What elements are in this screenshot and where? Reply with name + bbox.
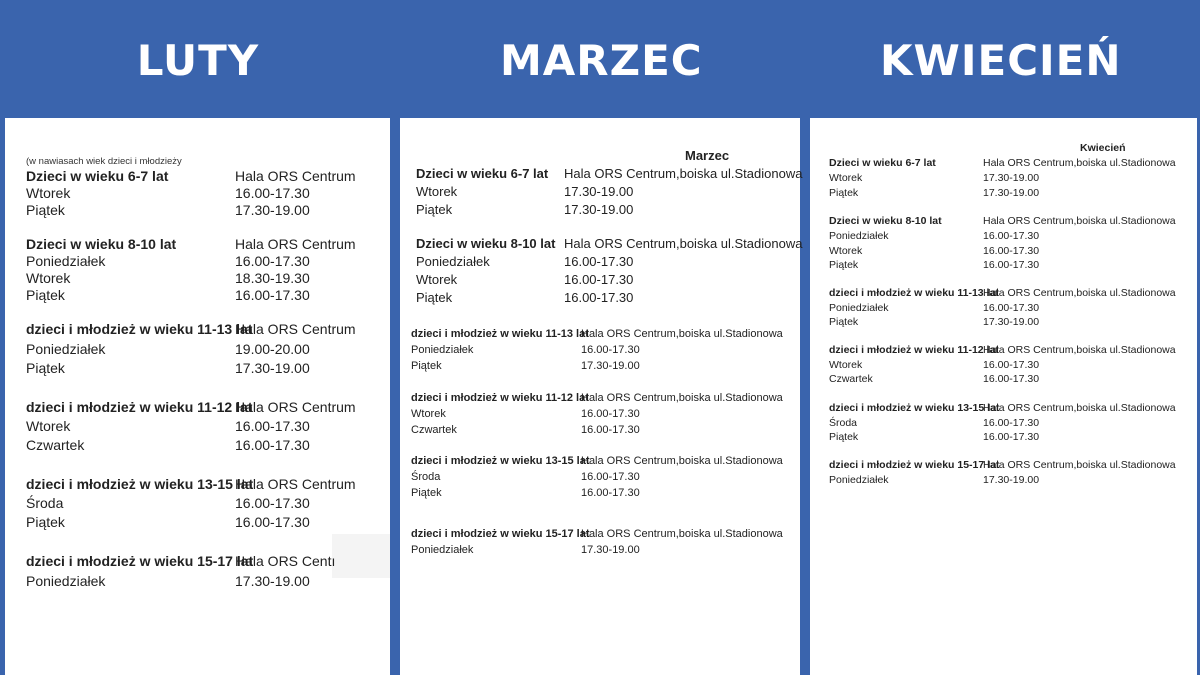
group-venue: Hala ORS Centrum,boiska ul.Stadionowa	[983, 402, 1176, 414]
row-time: 17.30-19.00	[581, 544, 640, 556]
group-venue: Hala ORS Centrum	[235, 399, 356, 415]
group-title: dzieci i młodzież w wieku 11-13 lat	[26, 321, 253, 337]
row-time: 16.00-17.30	[983, 359, 1040, 371]
group-venue: Hala ORS Centrum,boiska ul.Stadionowa	[564, 166, 803, 181]
row-day: Piątek	[26, 360, 65, 376]
row-time: 16.00-17.30	[564, 290, 634, 305]
row-day: Środa	[411, 471, 441, 483]
row-day: Piątek	[26, 514, 65, 530]
row-day: Poniedziałek	[411, 544, 474, 556]
row-day: Poniedziałek	[829, 230, 889, 242]
row-day: Wtorek	[26, 185, 71, 201]
row-day: Piątek	[411, 487, 442, 499]
row-time: 16.00-17.30	[235, 514, 310, 530]
row-time: 16.00-17.30	[235, 253, 310, 269]
group-venue: Hala ORS Centrum,boiska ul.Stadionowa	[983, 215, 1176, 227]
group-title: dzieci i młodzież w wieku 15-17 lat	[411, 528, 590, 540]
group-title: Dzieci w wieku 8-10 lat	[416, 236, 556, 251]
row-time: 16.00-17.30	[983, 431, 1040, 443]
row-time: 16.00-17.30	[235, 287, 310, 303]
row-day: Wtorek	[411, 408, 446, 420]
row-time: 16.00-17.30	[235, 418, 310, 434]
group-venue: Hala ORS Centrum	[235, 476, 356, 492]
row-time: 17.30-19.00	[235, 202, 310, 218]
group-title: dzieci i młodzież w wieku 11-12 lat	[411, 392, 589, 404]
age-note: (w nawiasach wiek dzieci i młodzieży	[26, 156, 182, 167]
row-time: 16.00-17.30	[983, 230, 1040, 242]
row-time: 16.00-17.30	[581, 424, 640, 436]
row-time: 17.30-19.00	[983, 187, 1040, 199]
row-day: Piątek	[829, 431, 859, 443]
group-title: Dzieci w wieku 6-7 lat	[416, 166, 549, 181]
row-day: Piątek	[416, 202, 453, 217]
group-title: Dzieci w wieku 8-10 lat	[829, 215, 942, 227]
group-venue: Hala ORS Centrum	[235, 168, 356, 184]
row-time: 19.00-20.00	[235, 341, 310, 357]
group-venue: Hala ORS Centrum	[235, 321, 356, 337]
row-time: 16.00-17.30	[581, 471, 640, 483]
group-venue: Hala ORS Centrum	[235, 236, 356, 252]
schedule-marzec	[400, 118, 803, 675]
row-time: 16.00-17.30	[983, 245, 1040, 257]
row-time: 17.30-19.00	[235, 360, 310, 376]
heading-luty: LUTY	[136, 36, 260, 85]
row-day: Piątek	[416, 290, 453, 305]
row-time: 16.00-17.30	[581, 344, 640, 356]
row-time: 16.00-17.30	[581, 408, 640, 420]
row-day: Wtorek	[829, 359, 863, 371]
group-title: dzieci i młodzież w wieku 15-17 lat	[829, 459, 1000, 471]
heading-marzec: MARZEC	[500, 36, 703, 85]
group-venue: Hala ORS Centrum,boiska ul.Stadionowa	[581, 528, 783, 540]
group-title: dzieci i młodzież w wieku 13-15 lat	[26, 476, 254, 492]
row-day: Wtorek	[416, 272, 458, 287]
group-venue: Hala ORS Centrum,boiska ul.Stadionowa	[983, 157, 1176, 169]
panel-title: Marzec	[685, 148, 730, 163]
group-title: Dzieci w wieku 6-7 lat	[829, 157, 936, 169]
row-day: Piątek	[829, 259, 859, 271]
row-time: 16.00-17.30	[235, 185, 310, 201]
group-title: dzieci i młodzież w wieku 15-17 lat	[26, 553, 254, 569]
group-venue: Hala ORS Centrum,boiska ul.Stadionowa	[581, 392, 783, 404]
row-day: Piątek	[829, 316, 859, 328]
group-title: dzieci i młodzież w wieku 13-15 lat	[411, 455, 590, 467]
row-day: Wtorek	[416, 184, 458, 199]
row-time: 17.30-19.00	[581, 360, 640, 372]
group-venue: Hala ORS Centrum,boiska ul.Stadionowa	[983, 344, 1176, 356]
row-day: Środa	[829, 417, 858, 429]
row-day: Czwartek	[829, 373, 873, 385]
group-title: Dzieci w wieku 8-10 lat	[26, 236, 177, 252]
group-title: dzieci i młodzież w wieku 13-15 lat	[829, 402, 1000, 414]
row-time: 16.00-17.30	[581, 487, 640, 499]
row-day: Czwartek	[26, 437, 85, 453]
group-title: dzieci i młodzież w wieku 11-12 lat	[26, 399, 253, 415]
group-venue: Hala ORS Centrum,boiska ul.Stadionowa	[564, 236, 803, 251]
row-time: 16.00-17.30	[983, 373, 1040, 385]
group-venue: Hala ORS Centrum,boiska ul.Stadionowa	[581, 455, 783, 467]
row-time: 17.30-19.00	[235, 573, 310, 589]
panel-title: Kwiecień	[1080, 142, 1126, 154]
group-venue: Hala ORS Centrum,boiska ul.Stadionowa	[983, 459, 1176, 471]
row-day: Wtorek	[829, 245, 863, 257]
group-venue: Hala ORS Centrum,boiska ul.Stadionowa	[983, 287, 1176, 299]
schedule-luty	[5, 118, 390, 675]
row-time: 16.00-17.30	[983, 302, 1040, 314]
heading-kwiecien: KWIECIEŃ	[880, 36, 1122, 85]
row-time: 17.30-19.00	[564, 184, 634, 199]
row-day: Poniedziałek	[26, 341, 106, 357]
row-day: Poniedziałek	[829, 302, 889, 314]
row-time: 16.00-17.30	[983, 417, 1040, 429]
row-day: Poniedziałek	[829, 474, 889, 486]
row-time: 18.30-19.30	[235, 270, 310, 286]
row-time: 17.30-19.00	[983, 474, 1040, 486]
row-time: 17.30-19.00	[564, 202, 634, 217]
group-title: dzieci i młodzież w wieku 11-13 lat	[829, 287, 999, 299]
row-day: Piątek	[26, 287, 65, 303]
row-day: Poniedziałek	[411, 344, 474, 356]
schedule-kwiecien	[810, 118, 1197, 675]
scan-patch	[332, 534, 390, 578]
row-day: Poniedziałek	[26, 253, 106, 269]
row-time: 16.00-17.30	[983, 259, 1040, 271]
row-time: 16.00-17.30	[564, 272, 634, 287]
row-day: Środa	[26, 495, 64, 511]
row-time: 17.30-19.00	[983, 172, 1040, 184]
group-venue: Hala ORS Centı	[235, 553, 336, 569]
group-title: dzieci i młodzież w wieku 11-13 lat	[411, 328, 589, 340]
group-title: dzieci i młodzież w wieku 11-12 lat	[829, 344, 999, 356]
row-time: 16.00-17.30	[235, 437, 310, 453]
row-day: Czwartek	[411, 424, 457, 436]
row-day: Piątek	[829, 187, 859, 199]
row-day: Piątek	[26, 202, 65, 218]
group-title: Dzieci w wieku 6-7 lat	[26, 168, 169, 184]
row-day: Piątek	[411, 360, 442, 372]
row-day: Poniedziałek	[26, 573, 106, 589]
row-time: 16.00-17.30	[235, 495, 310, 511]
row-day: Wtorek	[26, 418, 71, 434]
row-time: 16.00-17.30	[564, 254, 634, 269]
row-time: 17.30-19.00	[983, 316, 1040, 328]
group-venue: Hala ORS Centrum,boiska ul.Stadionowa	[581, 328, 783, 340]
row-day: Poniedziałek	[416, 254, 490, 269]
row-day: Wtorek	[26, 270, 71, 286]
row-day: Wtorek	[829, 172, 863, 184]
